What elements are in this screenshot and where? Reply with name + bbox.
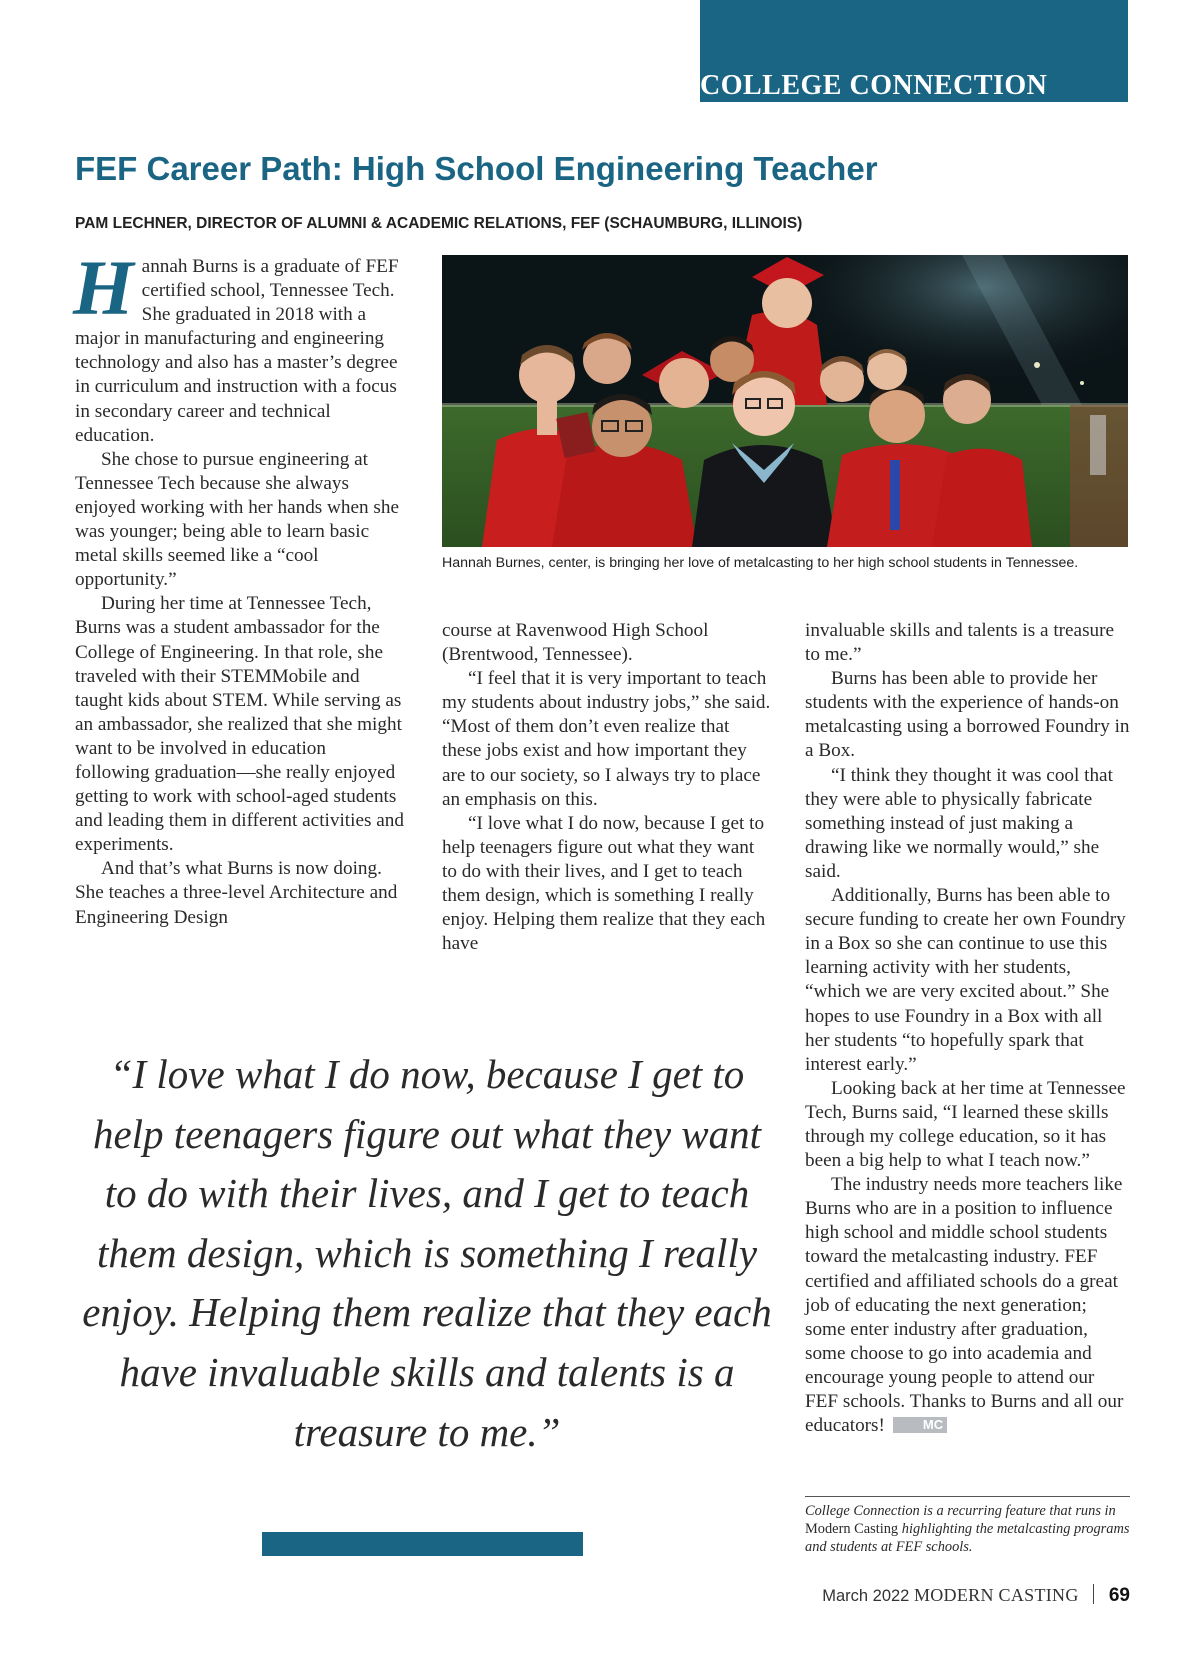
issue-date: March 2022 xyxy=(822,1587,910,1605)
magazine-name: Modern Casting xyxy=(805,1521,899,1537)
body-column-right xyxy=(805,619,1130,1438)
magazine-title: MODERN CASTING xyxy=(913,1585,1079,1605)
paragraph xyxy=(805,1173,1130,1438)
paragraph: “I love what I do now, because I get to help teenagers figure out what they want to do with their lives, and I get to teach them design, which is something I really enjoy. Helping them realize that they each have xyxy=(442,812,766,955)
paragraph: Burns has been able to provide her students with the experience of hands-on metalcasting using a borrowed Foundry in a Box. xyxy=(805,668,1130,762)
paragraph: And that’s what Burns is now doing. She teaches a three-level Architecture and Engineering Design xyxy=(75,858,398,928)
graduate-back-left xyxy=(582,333,632,384)
feature-note xyxy=(805,1502,1130,1556)
paragraph-text: annah Burns is a graduate of FEF certified school, Tennessee Tech. She graduated in 2018 with a major in manufacturing and engineering technology and also has a master’s degree in curriculum and instruction with a focus in secondary career and technical education. xyxy=(75,256,399,446)
paragraph: Additionally, Burns has been able to secure funding to create her own Foundry in a Box so she can continue to use this learning activity with her students, “which we are very excited about.” She hopes to use Foundry in a Box with all her students “to hopefully spark that interest early.” xyxy=(805,885,1126,1075)
feature-note-text: highlighting the metalcasting programs and students at FEF schools. xyxy=(805,1521,1130,1555)
paragraph: Looking back at her time at Tennessee Tech, Burns said, “I learned these skills through my college education, so it has been a big help to what I teach now.” xyxy=(805,1077,1126,1172)
page-footer xyxy=(822,1584,1130,1607)
end-mark-badge: MC xyxy=(893,1417,947,1433)
footer-separator xyxy=(1093,1584,1094,1604)
paragraph xyxy=(73,244,405,448)
section-label: COLLEGE CONNECTION xyxy=(700,70,1048,101)
feature-note-text: College Connection is a recurring feature that runs in xyxy=(805,1503,1116,1519)
graduation-photo xyxy=(442,255,1128,547)
drop-cap: H xyxy=(73,244,134,331)
paragraph: During her time at Tennessee Tech, Burns was a student ambassador for the College of Engineering. In that role, she traveled with their STEMMobile and taught kids about STEM. While serving as an ambassador, she realized that she might want to be involved in education following graduation—she really enjoyed getting to work with school-aged students and leading them in different activities and experiments. xyxy=(75,593,404,856)
article-title: FEF Career Path: High School Engineering Teacher xyxy=(75,150,878,187)
pull-quote: “I love what I do now, because I get to help teenagers figure out what they want to do with their lives, and I get to teach them design, which is something I really enjoy. Helping them realize that they each have invaluable skills and talents is a treasure to me.” xyxy=(82,1051,772,1455)
paragraph: invaluable skills and talents is a treasure to me.” xyxy=(805,620,1115,666)
paragraph: She chose to pursue engineering at Tennessee Tech because she always enjoyed working with her hands when she was younger; being able to learn basic metal skills seemed like a “cool opportunity.” xyxy=(75,448,399,591)
note-divider xyxy=(805,1496,1130,1497)
pull-quote-bar xyxy=(262,1532,583,1556)
body-column-left xyxy=(73,244,405,930)
paragraph: “I feel that it is very important to teach my students about industry jobs,” she said. “Most of them don’t even realize that these jobs exist and how important they are to our society, so I always try to place an emphasis on this. xyxy=(442,668,771,810)
page-number: 69 xyxy=(1108,1585,1130,1606)
paragraph: course at Ravenwood High School (Brentwood, Tennessee). xyxy=(442,620,709,666)
paragraph: “I think they thought it was cool that they were able to physically fabricate something instead of just making a drawing like we normally would,” she said. xyxy=(805,764,1113,882)
paragraph-text: The industry needs more teachers like Burns who are in a position to influence high school and middle school students toward the metalcasting industry. FEF certified and affiliated schools do a great job of educating the next generation; some enter industry after graduation, some choose to go into academia and encourage young people to attend our FEF schools. Thanks to Burns and all our educators! xyxy=(805,1174,1124,1437)
photo-caption: Hannah Burnes, center, is bringing her love of metalcasting to her high school students in Tennessee. xyxy=(442,555,1079,571)
body-column-middle xyxy=(442,619,772,956)
graduation-photo-image xyxy=(442,255,1128,547)
article-byline: PAM LECHNER, DIRECTOR OF ALUMNI & ACADEMIC RELATIONS, FEF (SCHAUMBURG, ILLINOIS) xyxy=(75,215,803,232)
